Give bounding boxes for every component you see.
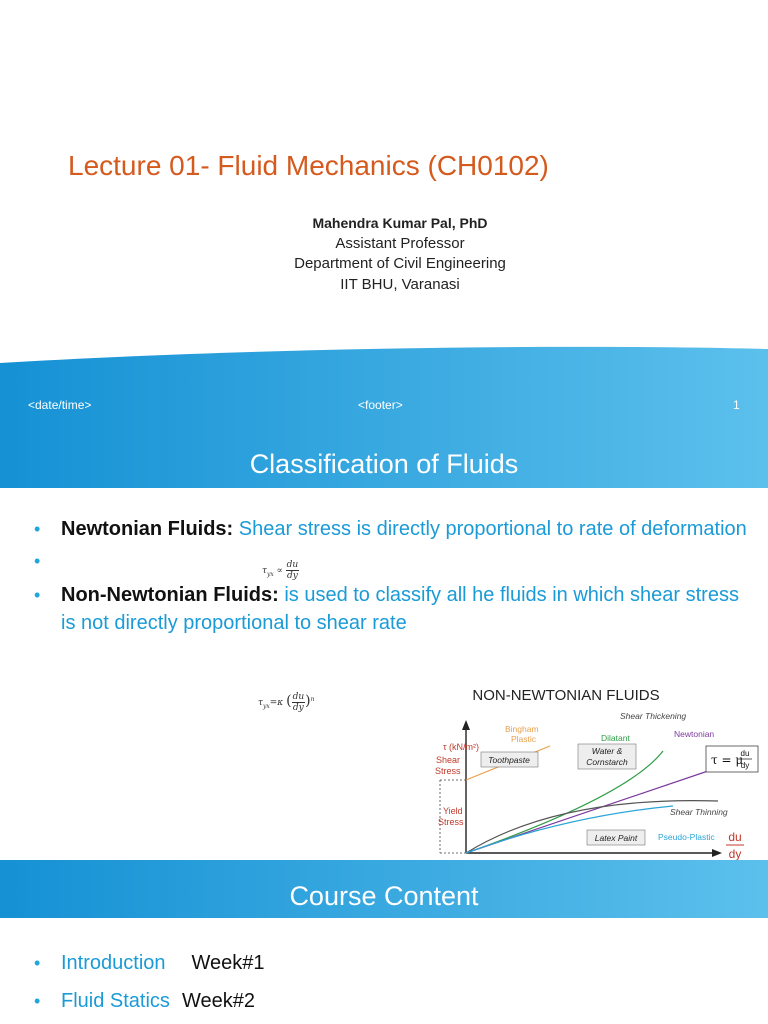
- slide-title: Course Content: [289, 881, 479, 911]
- bullet-newtonian: [34, 515, 748, 543]
- non-newtonian-definition: is used to classify all he fluids in which shear stress is not directly proportional to shear rate: [61, 584, 739, 634]
- course-list: [34, 944, 265, 1020]
- slide-title: Classification of Fluids: [249, 449, 519, 479]
- title-slide: [0, 0, 768, 450]
- course-week: Week#2: [181, 990, 255, 1012]
- bullet-dot-icon: •: [34, 585, 41, 605]
- author-institute: IIT BHU, Varanasi: [340, 275, 460, 293]
- y-axis-arrow-icon: [462, 720, 470, 730]
- course-item: [34, 944, 265, 982]
- y-label-stress: Stress: [435, 766, 461, 776]
- x-axis-arrow-icon: [712, 849, 722, 857]
- lecture-title: Lecture 01- Fluid Mechanics (CH0102): [68, 150, 549, 181]
- author-block: [0, 213, 768, 295]
- non-newtonian-term: Non-Newtonian Fluids:: [61, 584, 279, 606]
- label-bingham-1: Bingham: [505, 724, 539, 734]
- formula-den: dy: [740, 761, 750, 770]
- author-name: Mahendra Kumar Pal, PhD: [312, 215, 488, 231]
- bullet-empty: [34, 547, 748, 575]
- bullet-dot-icon: •: [34, 953, 41, 973]
- course-content-slide: [0, 860, 768, 1024]
- bullet-dot-icon: •: [34, 991, 41, 1011]
- author-role: Assistant Professor: [335, 234, 465, 252]
- formula-num: du: [740, 749, 750, 758]
- y-label-unit: τ (kN/m²): [443, 742, 480, 752]
- bullet-dot-icon: •: [34, 519, 41, 539]
- bullet-dot-icon: •: [34, 551, 41, 571]
- footer-text: <footer>: [358, 398, 403, 412]
- box-water-1: Water &: [591, 746, 623, 756]
- course-topic: Introduction: [61, 952, 166, 974]
- label-pseudo-plastic: Pseudo-Plastic: [658, 832, 715, 842]
- formula-lhs: τ = μ: [711, 753, 744, 767]
- box-latex-paint: Latex Paint: [594, 833, 638, 843]
- y-label-shear: Shear: [436, 755, 461, 765]
- author-department: Department of Civil Engineering: [294, 255, 506, 272]
- label-shear-thickening: Shear Thickening: [620, 711, 687, 721]
- course-item: [34, 982, 265, 1020]
- page-number: 1: [733, 398, 740, 412]
- bullet-non-newtonian: [34, 581, 748, 637]
- box-water-2: Cornstarch: [586, 757, 628, 767]
- newtonian-equation: $\tau_{yx}$ ∝ $\frac{du}{dy}$: [262, 560, 299, 581]
- footer-date: <date/time>: [28, 398, 92, 412]
- yield-label-2: Stress: [438, 817, 464, 827]
- chart-title: NON-NEWTONIAN FLUIDS: [472, 687, 660, 704]
- newtonian-term: Newtonian Fluids:: [61, 518, 234, 540]
- classification-slide: [0, 430, 768, 860]
- x-label-num: du: [728, 830, 742, 844]
- label-newtonian: Newtonian: [674, 729, 715, 739]
- non-newtonian-equation: $\tau_{yx}=\kappa$ ( $\frac{du}{dy})^n$: [258, 692, 315, 713]
- course-week: Week#1: [191, 952, 265, 974]
- label-bingham-2: Plastic: [511, 734, 537, 744]
- label-shear-thinning: Shear Thinning: [670, 807, 728, 817]
- x-label-den: dy: [728, 847, 742, 860]
- label-dilatant: Dilatant: [601, 733, 630, 743]
- bullet-list: [34, 515, 748, 637]
- newtonian-definition: Shear stress is directly proportional to rate of deformation: [233, 518, 747, 540]
- non-newtonian-chart: [418, 676, 768, 860]
- course-topic: Fluid Statics: [61, 990, 170, 1012]
- yield-label-1: Yield: [443, 806, 463, 816]
- box-toothpaste: Toothpaste: [488, 755, 530, 765]
